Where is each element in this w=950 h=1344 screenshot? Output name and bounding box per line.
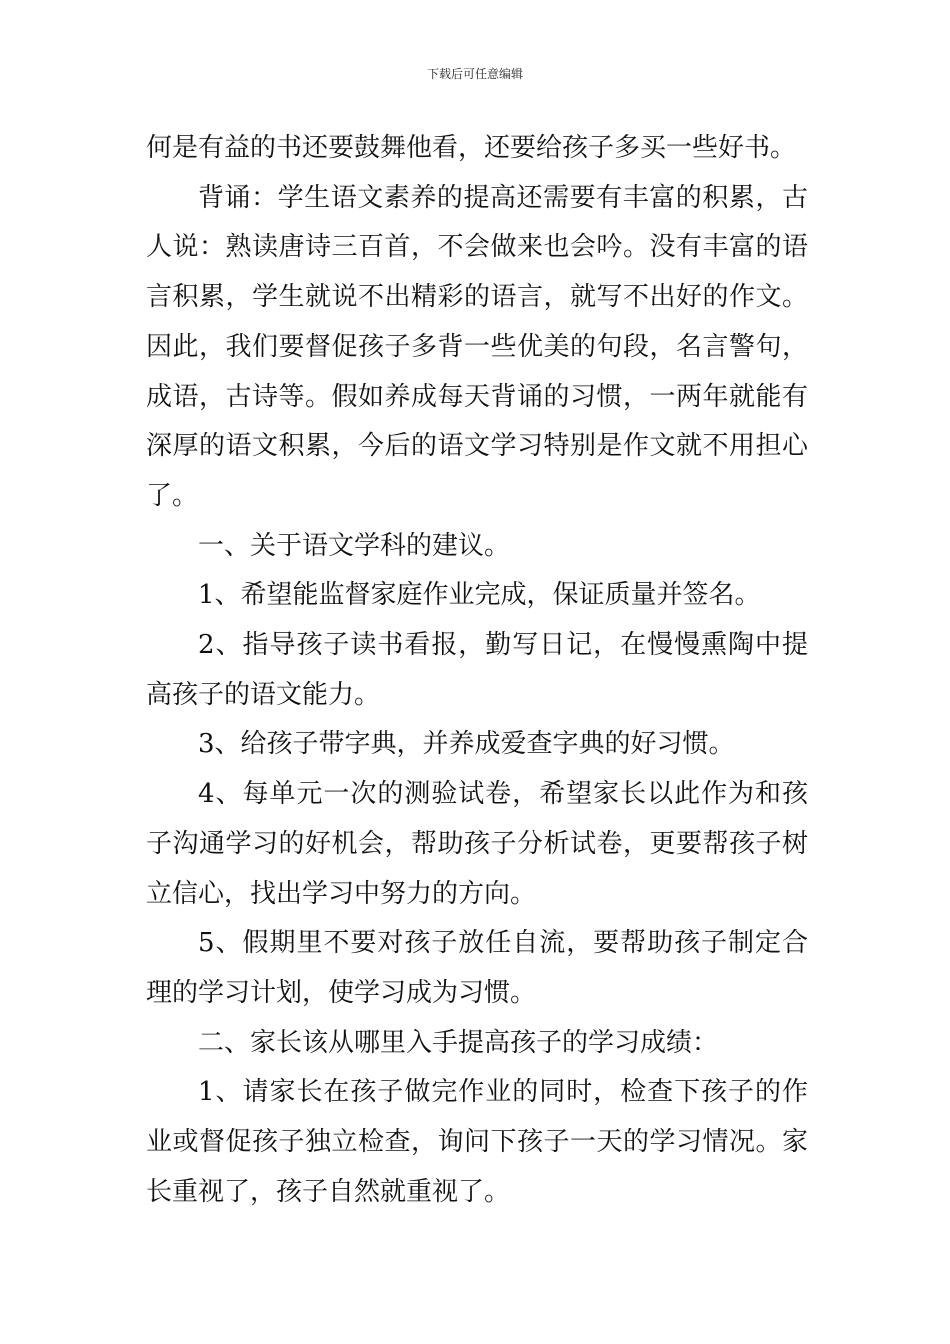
list-item-holiday-plan: 5、假期里不要对孩子放任自流，要帮助孩子制定合理的学习计划，使学习成为习惯。 xyxy=(146,928,808,1008)
page-header-note: 下载后可任意编辑 xyxy=(426,67,523,81)
section-heading-parent-actions: 二、家长该从哪里入手提高孩子的学习成绩： xyxy=(198,1027,719,1058)
list-item-reading: 2、指导孩子读书看报，勤写日记，在慢慢熏陶中提高孩子的语文能力。 xyxy=(146,630,808,710)
section-heading-chinese-suggestions: 一、关于语文学科的建议。 xyxy=(198,530,511,561)
paragraph-recitation: 背诵：学生语文素养的提高还需要有丰富的积累，古人说：熟读唐诗三百首，不会做来也会吟。没有丰富的语言积累，学生就说不出精彩的语言，就写不出好的作文。因此，我们要督促孩子多背一些优美的句段，名言警句，成语，古诗等。假如养成每天背诵的习惯，一两年就能有深厚的语文积累，今后的语文学习特别是作文就不用担心了。 xyxy=(146,182,808,511)
list-item-test-papers: 4、每单元一次的测验试卷，希望家长以此作为和孩子沟通学习的好机会，帮助孩子分析试卷，更要帮孩子树立信心，找出学习中努力的方向。 xyxy=(146,779,808,909)
paragraph-continuation: 何是有益的书还要鼓舞他看，还要给孩子多买一些好书。 xyxy=(146,133,797,163)
list-item-homework: 1、希望能监督家庭作业完成，保证质量并签名。 xyxy=(198,580,761,611)
list-item-check-homework: 1、请家长在孩子做完作业的同时，检查下孩子的作业或督促孩子独立检查，询问下孩子一天的学习情况。家长重视了，孩子自然就重视了。 xyxy=(146,1077,808,1207)
list-item-dictionary: 3、给孩子带字典，并养成爱查字典的好习惯。 xyxy=(198,729,735,760)
document-body xyxy=(146,124,808,1217)
